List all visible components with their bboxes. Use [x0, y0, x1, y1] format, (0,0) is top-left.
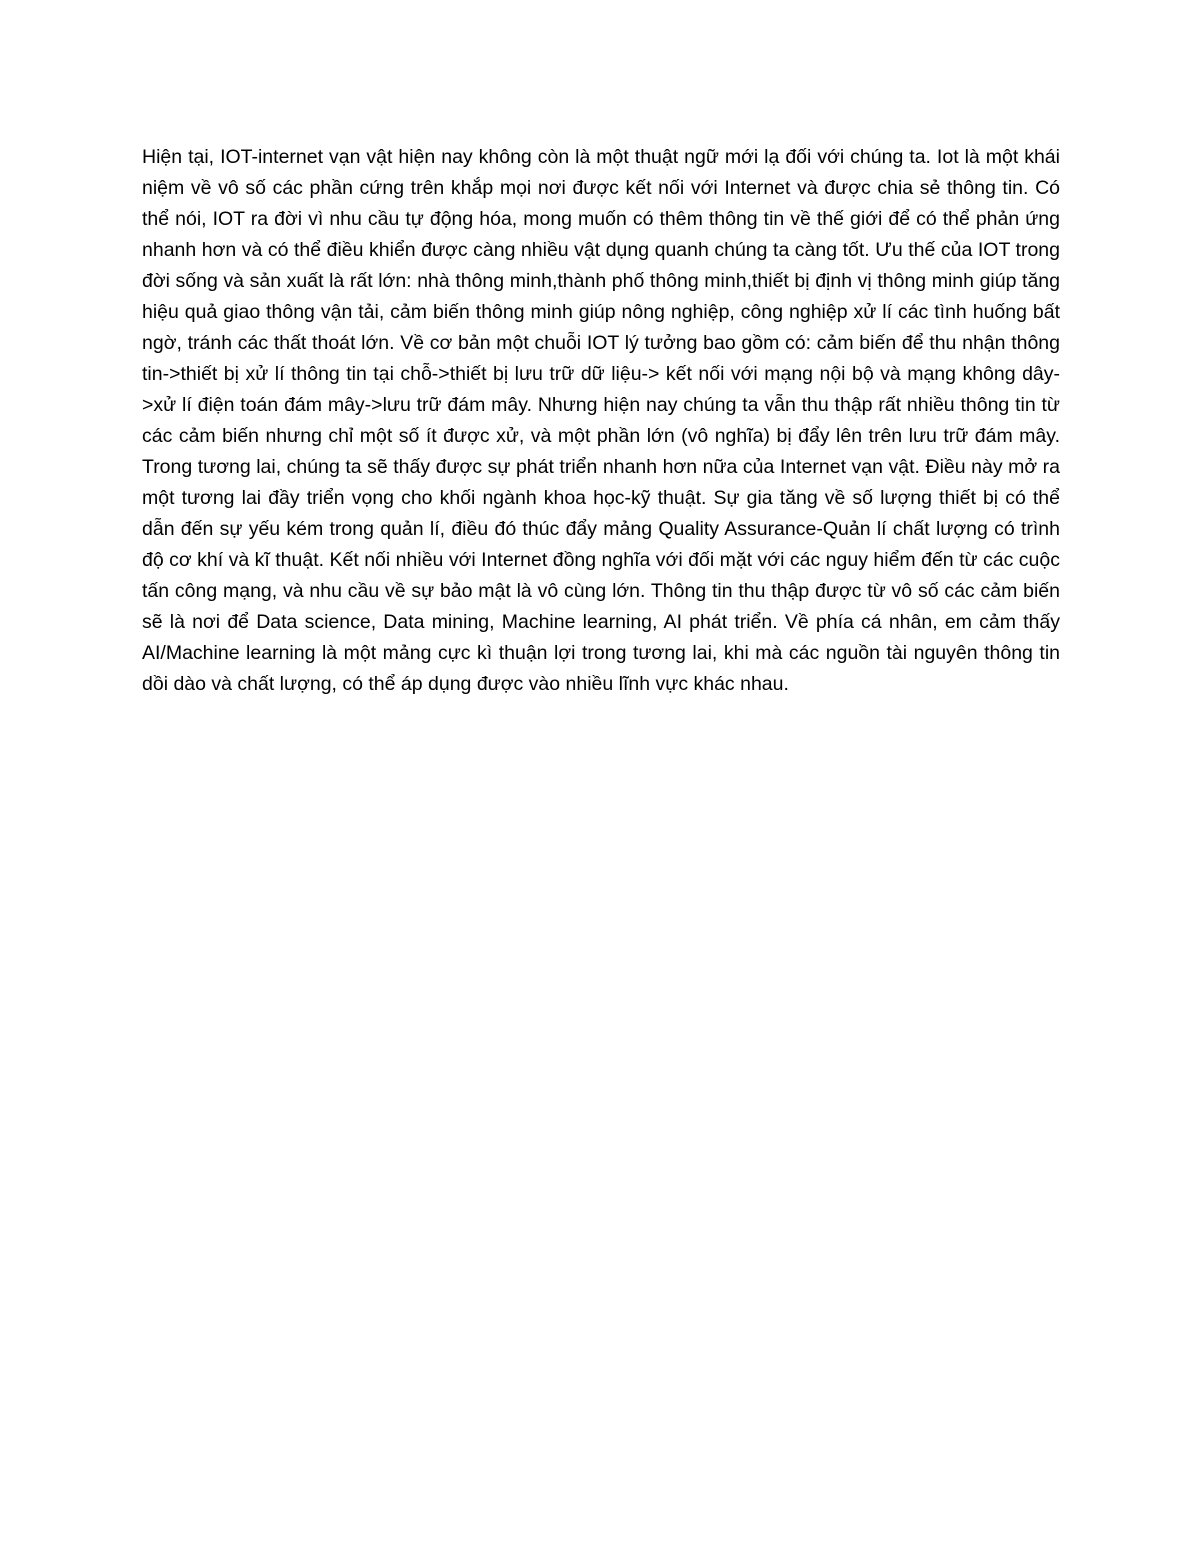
body-paragraph: Hiện tại, IOT-internet vạn vật hiện nay không còn là một thuật ngữ mới lạ đối với chúng ta. Iot là một khái niệm về vô số các phần cứng trên khắp mọi nơi được kết nối với Internet và được chia sẻ thông tin. Có thể nói, IOT ra đời vì nhu cầu tự động hóa, mong muốn có thêm thông tin về thế giới để có thể phản ứng nhanh hơn và có thể điều khiển được càng nhiều vật dụng quanh chúng ta càng tốt. Ưu thế của IOT trong đời sống và sản xuất là rất lớn: nhà thông minh,thành phố thông minh,thiết bị định vị thông minh giúp tăng hiệu quả giao thông vận tải, cảm biến thông minh giúp nông nghiệp, công nghiệp xử lí các tình huống bất ngờ, tránh các thất thoát lớn. Về cơ bản một chuỗi IOT lý tưởng bao gồm có: cảm biến để thu nhận thông tin->thiết bị xử lí thông tin tại chỗ->thiết bị lưu trữ dữ liệu-> kết nối với mạng nội bộ và mạng không dây->xử lí điện toán đám mây->lưu trữ đám mây. Nhưng hiện nay chúng ta vẫn thu thập rất nhiều thông tin từ các cảm biến nhưng chỉ một số ít được xử, và một phần lớn (vô nghĩa) bị đẩy lên trên lưu trữ đám mây. Trong tương lai, chúng ta sẽ thấy được sự phát triển nhanh hơn nữa của Internet vạn vật. Điều này mở ra một tương lai đầy triển vọng cho khối ngành khoa học-kỹ thuật. Sự gia tăng về số lượng thiết bị có thể dẫn đến sự yếu kém trong quản lí, điều đó thúc đẩy mảng Quality Assurance-Quản lí chất lượng có trình độ cơ khí và kĩ thuật. Kết nối nhiều với Internet đồng nghĩa với đối mặt với các nguy hiểm đến từ các cuộc tấn công mạng, và nhu cầu về sự bảo mật là vô cùng lớn. Thông tin thu thập được từ vô số các cảm biến sẽ là nơi để Data science, Data mining, Machine learning, AI phát triển. Về phía cá nhân, em cảm thấy AI/Machine learning là một mảng cực kì thuận lợi trong tương lai, khi mà các nguồn tài nguyên thông tin dồi dào và chất lượng, có thể áp dụng được vào nhiều lĩnh vực khác nhau. — [142, 146, 1060, 695]
